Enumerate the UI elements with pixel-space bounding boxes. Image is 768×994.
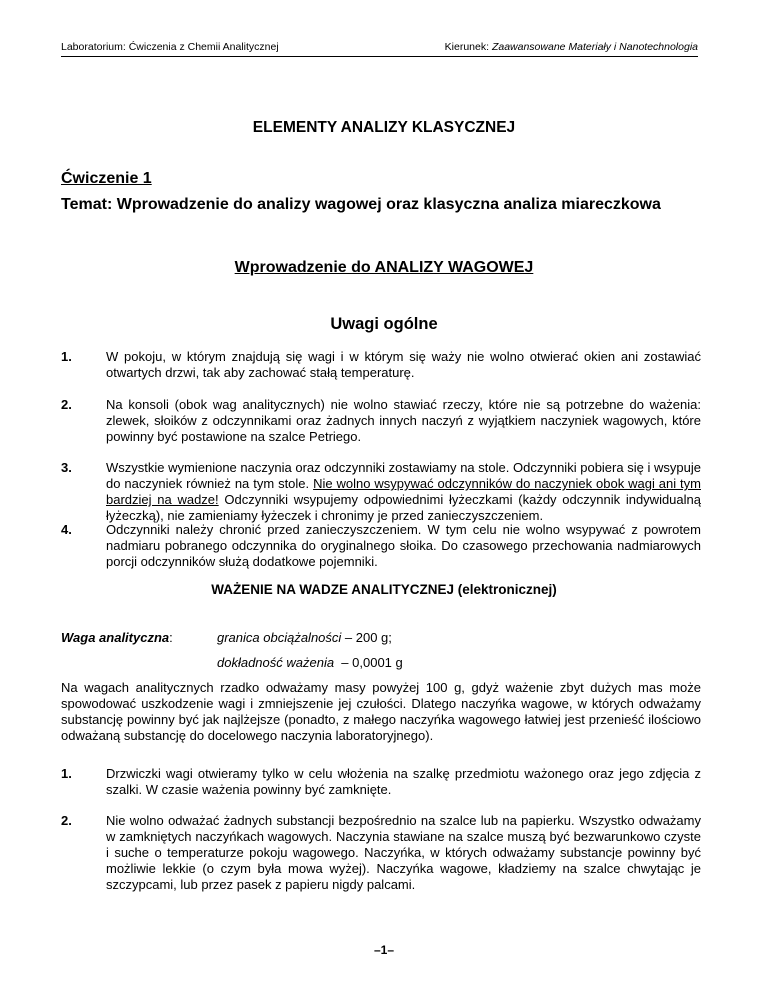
item-text: Na konsoli (obok wag analitycznych) nie wolno stawiać rzeczy, które nie są potrzebne do ważenia: zlewek, słoików z odczynnikami oraz żadnych innych naczyń z wyjątkiem naczyniek wagowych, które powinny być postawione na szalce Petriego.	[106, 397, 701, 444]
intro-heading: Wprowadzenie do ANALIZY WAGOWEJ	[234, 259, 534, 276]
item-text-part: Odczynniki wsypujemy odpowiednimi łyżeczkami (każdy odczynnik indywidualną łyżeczką), nie zamieniamy łyżeczek i chronimy je przed zanieczyszczeniem.	[106, 492, 701, 523]
general-item-1	[61, 349, 701, 381]
item-number: 2.	[61, 813, 72, 828]
capacity-label: granica obciążalności	[217, 630, 342, 645]
document-title: ELEMENTY ANALIZY KLASYCZNEJ	[252, 119, 516, 136]
header-field	[445, 41, 698, 53]
item-number: 4.	[61, 522, 72, 537]
item-number: 1.	[61, 766, 72, 781]
item-number: 3.	[61, 460, 72, 475]
item-text: Nie wolno odważać żadnych substancji bezpośrednio na szalce lub na papierku. Wszystko odważamy w zamkniętych naczyńkach wagowych. Naczynia stawiane na szalce muszą być bezwarunkowo czyste i suche o temperaturze pokoju wagowego. Naczyńka, w których odważamy substancje powinny być możliwie lekkie (o czym była mowa wyżej). Naczyńka wagowe, kładziemy na szalce chwytając je szczypcami, lub przez pasek z papieru nigdy palcami.	[106, 813, 701, 892]
exercise-title: Ćwiczenie 1	[61, 170, 152, 187]
balance-label	[61, 630, 173, 645]
general-item-3	[61, 460, 701, 524]
header-divider	[61, 56, 698, 57]
general-notes-heading: Uwagi ogólne	[330, 315, 438, 333]
weighing-heading: WAŻENIE NA WADZE ANALITYCZNEJ (elektronicznej)	[211, 582, 557, 597]
balance-accuracy	[217, 655, 403, 670]
item-warning-underlined: Nie wolno wsypywać odczynników do naczyniek obok wagi ani tym bardziej na wadze!	[106, 476, 701, 507]
balance-label-text: Waga analityczna	[61, 630, 170, 645]
balance-capacity	[217, 630, 392, 645]
topic-heading: Temat: Wprowadzenie do analizy wagowej oraz klasyczna analiza miareczkowa	[61, 196, 661, 213]
page-number: –1–	[373, 943, 395, 957]
item-text: Drzwiczki wagi otwieramy tylko w celu włożenia na szalkę przedmiotu ważonego oraz jego zdjęcia z szalki. W czasie ważenia powinny być zamknięte.	[106, 766, 701, 797]
item-text	[106, 460, 701, 524]
accuracy-value: – 0,0001 g	[334, 655, 403, 670]
item-number: 1.	[61, 349, 72, 364]
general-item-2	[61, 397, 701, 445]
header-field-label: Kierunek:	[444, 41, 490, 53]
header-course: Laboratorium: Ćwiczenia z Chemii Analitycznej	[61, 41, 279, 53]
capacity-value: – 200 g;	[341, 630, 392, 645]
item-text: Odczynniki należy chronić przed zanieczyszczeniem. W tym celu nie wolno wsypywać z powrotem nadmiaru pobranego odczynnika do oryginalnego słoika. Do czasowego przechowania nadmiarowych porcji odczynników służą dodatkowe pojemniki.	[106, 522, 701, 569]
weighing-item-2	[61, 813, 701, 893]
weighing-item-1	[61, 766, 701, 798]
accuracy-label: dokładność ważenia	[217, 655, 335, 670]
header-field-value: Zaawansowane Materiały i Nanotechnologia	[491, 41, 698, 53]
item-text-part: Wszystkie wymienione naczynia oraz odczynniki zostawiamy na stole. Odczynniki pobiera się i wsypuje do naczyniek również na tym stole.	[106, 460, 701, 491]
weighing-paragraph: Na wagach analitycznych rzadko odważamy masy powyżej 100 g, gdyż ważenie zbyt dużych mas może spowodować uszkodzenie wagi i zmniejszenie jej czułości. Dlatego naczyńka wagowe, w których odważamy substancję powinny być jak najlżejsze (ponadto, z małego naczyńka wagowego łatwiej jest przenieść ilościowo odważaną substancję do docelowego naczynia laboratoryjnego).	[61, 680, 701, 743]
general-item-4	[61, 522, 701, 570]
item-number: 2.	[61, 397, 72, 412]
balance-label-colon: :	[169, 630, 173, 645]
item-text: W pokoju, w którym znajdują się wagi i w którym się waży nie wolno otwierać okien ani zostawiać otwartych drzwi, tak aby zachować stałą temperaturę.	[106, 349, 701, 380]
